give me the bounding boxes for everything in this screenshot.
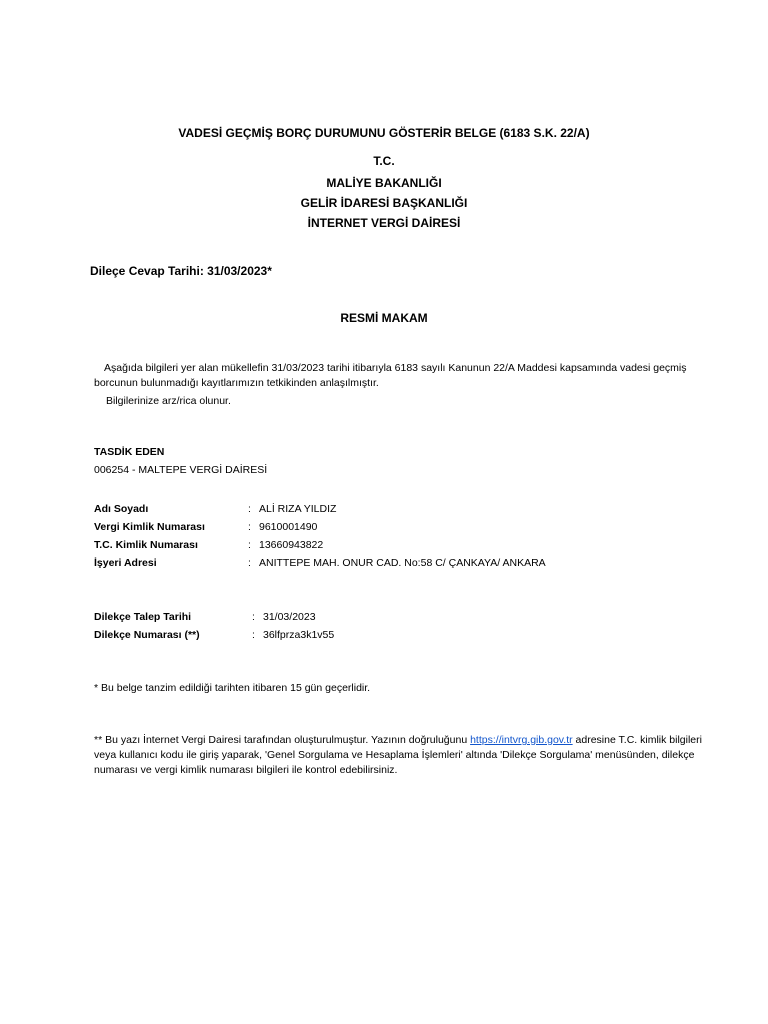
addressee: RESMİ MAKAM [340, 311, 428, 325]
field-label: Dilekçe Numarası (**) [94, 629, 200, 641]
field-label: Adı Soyadı [94, 503, 149, 515]
response-date-line: Dileçe Cevap Tarihi: 31/03/2023* [90, 264, 272, 278]
header-line-internet-tax-office: İNTERNET VERGİ DAİRESİ [307, 216, 461, 230]
verification-link[interactable]: https://intvrg.gib.gov.tr [470, 734, 573, 746]
field-value: 31/03/2023 [263, 611, 316, 623]
approver-value: 006254 - MALTEPE VERGİ DAİRESİ [94, 464, 268, 476]
taxpayer-row-name [94, 503, 714, 519]
field-value: 13660943822 [259, 539, 324, 551]
validity-note: * Bu belge tanzim edildiği tarihten itibaren 15 gün geçerlidir. [94, 682, 371, 694]
field-value: ALİ RIZA YILDIZ [259, 503, 337, 515]
document-title: VADESİ GEÇMİŞ BORÇ DURUMUNU GÖSTERİR BELGE (6183 S.K. 22/A) [178, 126, 590, 140]
closing-paragraph: Bilgilerinize arz/rica olunur. [106, 395, 231, 407]
taxpayer-row-tax-id [94, 521, 714, 537]
taxpayer-row-national-id [94, 539, 714, 555]
verification-note [94, 733, 712, 778]
field-label: İşyeri Adresi [94, 557, 157, 569]
header-line-revenue-administration: GELİR İDARESİ BAŞKANLIĞI [300, 196, 468, 210]
approver-label: TASDİK EDEN [94, 446, 165, 458]
verification-note-suffix: adresine T.C. kimlik bilgileri veya kullanıcı kodu ile giriş yaparak, 'Genel Sorgulama ve Hesaplama İşlemleri' altında 'Dilekçe Sorgulama' menüsünden, dilekçe numarası ve vergi kimlik numarası bilgileri ile kontrol edebilirsiniz. [94, 734, 702, 776]
header-line-ministry: MALİYE BAKANLIĞI [326, 176, 442, 190]
field-colon: : [252, 629, 255, 641]
field-colon: : [248, 521, 251, 533]
field-colon: : [248, 539, 251, 551]
petition-row-number [94, 629, 714, 645]
field-colon: : [252, 611, 255, 623]
field-label: T.C. Kimlik Numarası [94, 539, 198, 551]
header-line-tc: T.C. [373, 154, 395, 168]
verification-note-prefix: ** Bu yazı İnternet Vergi Dairesi tarafından oluşturulmuştur. Yazının doğruluğunu [94, 734, 471, 746]
statement-paragraph: Aşağıda bilgileri yer alan mükellefin 31/03/2023 tarihi itibarıyla 6183 sayılı Kanunun 22/A Maddesi kapsamında vadesi geçmiş borcunun bulunmadığı kayıtlarımızın tetkikinden anlaşılmıştır. [94, 362, 687, 389]
field-label: Dilekçe Talep Tarihi [94, 611, 192, 623]
field-colon: : [248, 557, 251, 569]
taxpayer-row-address [94, 557, 714, 573]
field-label: Vergi Kimlik Numarası [94, 521, 205, 533]
field-value: ANITTEPE MAH. ONUR CAD. No:58 C/ ÇANKAYA/ ANKARA [259, 557, 546, 569]
petition-row-date [94, 611, 714, 627]
field-value: 36lfprza3k1v55 [263, 629, 335, 641]
field-colon: : [248, 503, 251, 515]
field-value: 9610001490 [259, 521, 318, 533]
